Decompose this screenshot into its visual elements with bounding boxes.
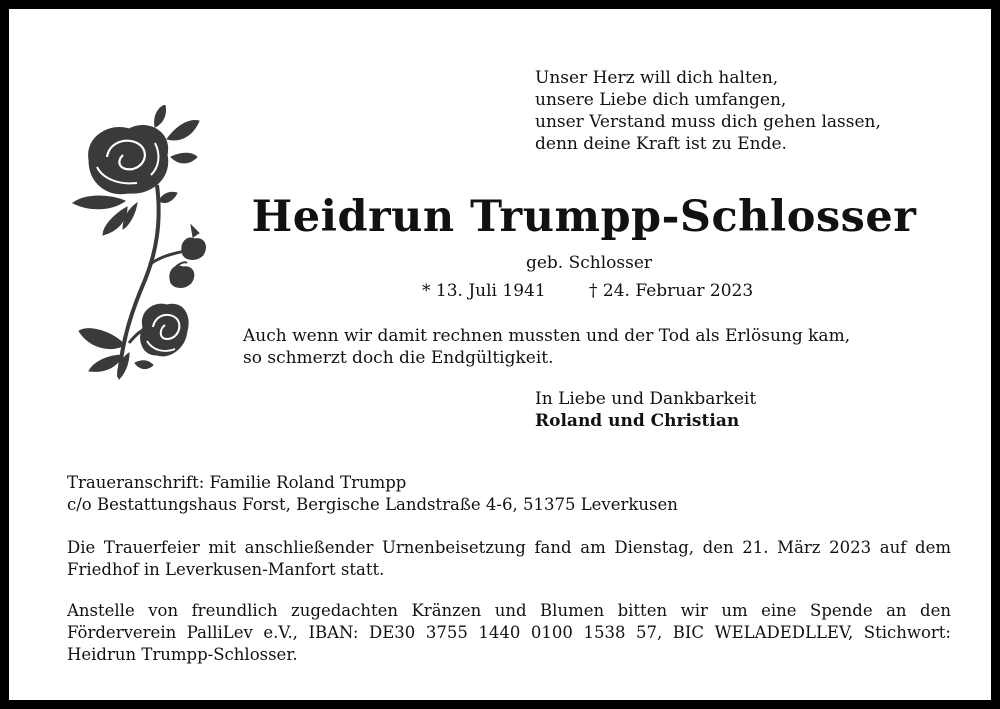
poem: [535, 67, 935, 155]
signature-intro: In Liebe und Dankbarkeit: [535, 389, 757, 409]
poem-line: unser Verstand muss dich gehen lassen,: [535, 112, 881, 132]
birth-date: * 13. Juli 1941: [422, 281, 546, 301]
quote: [243, 325, 943, 369]
address-line: c/o Bestattungshaus Forst, Bergische Landstraße 4-6, 51375 Leverkusen: [67, 495, 678, 514]
rose-icon: [67, 105, 212, 383]
ceremony-text: Die Trauerfeier mit anschließender Urnenbeisetzung fand am Dienstag, den 21. März 2023 auf dem Friedhof in Leverkusen-Manfort statt.: [67, 538, 951, 579]
quote-line: Auch wenn wir damit rechnen mussten und der Tod als Erlösung kam,: [243, 326, 851, 346]
quote-line: so schmerzt doch die Endgültigkeit.: [243, 348, 554, 368]
mourning-address: [67, 472, 951, 516]
poem-line: Unser Herz will dich halten,: [535, 68, 779, 88]
maiden-name: geb. Schlosser: [525, 253, 653, 273]
ceremony-notice: [67, 537, 951, 581]
donation-text: Anstelle von freundlich zugedachten Kränzen und Blumen bitten wir um eine Spende an den Förderverein PalliLev e.V., IBAN: DE30 3755 1440 0100 1538 57, BIC WELADEDLLEV, Stichwort: Heidrun Trumpp-Schlosser.: [67, 601, 951, 664]
signature-names: Roland und Christian: [535, 411, 740, 431]
address-line: Traueranschrift: Familie Roland Trumpp: [67, 473, 407, 492]
deceased-name: Heidrun Trumpp-Schlosser: [251, 192, 917, 242]
donation-notice: [67, 600, 951, 666]
death-date: † 24. Februar 2023: [589, 281, 754, 301]
signature: [535, 388, 756, 432]
poem-line: denn deine Kraft ist zu Ende.: [535, 134, 787, 154]
poem-line: unsere Liebe dich umfangen,: [535, 90, 787, 110]
